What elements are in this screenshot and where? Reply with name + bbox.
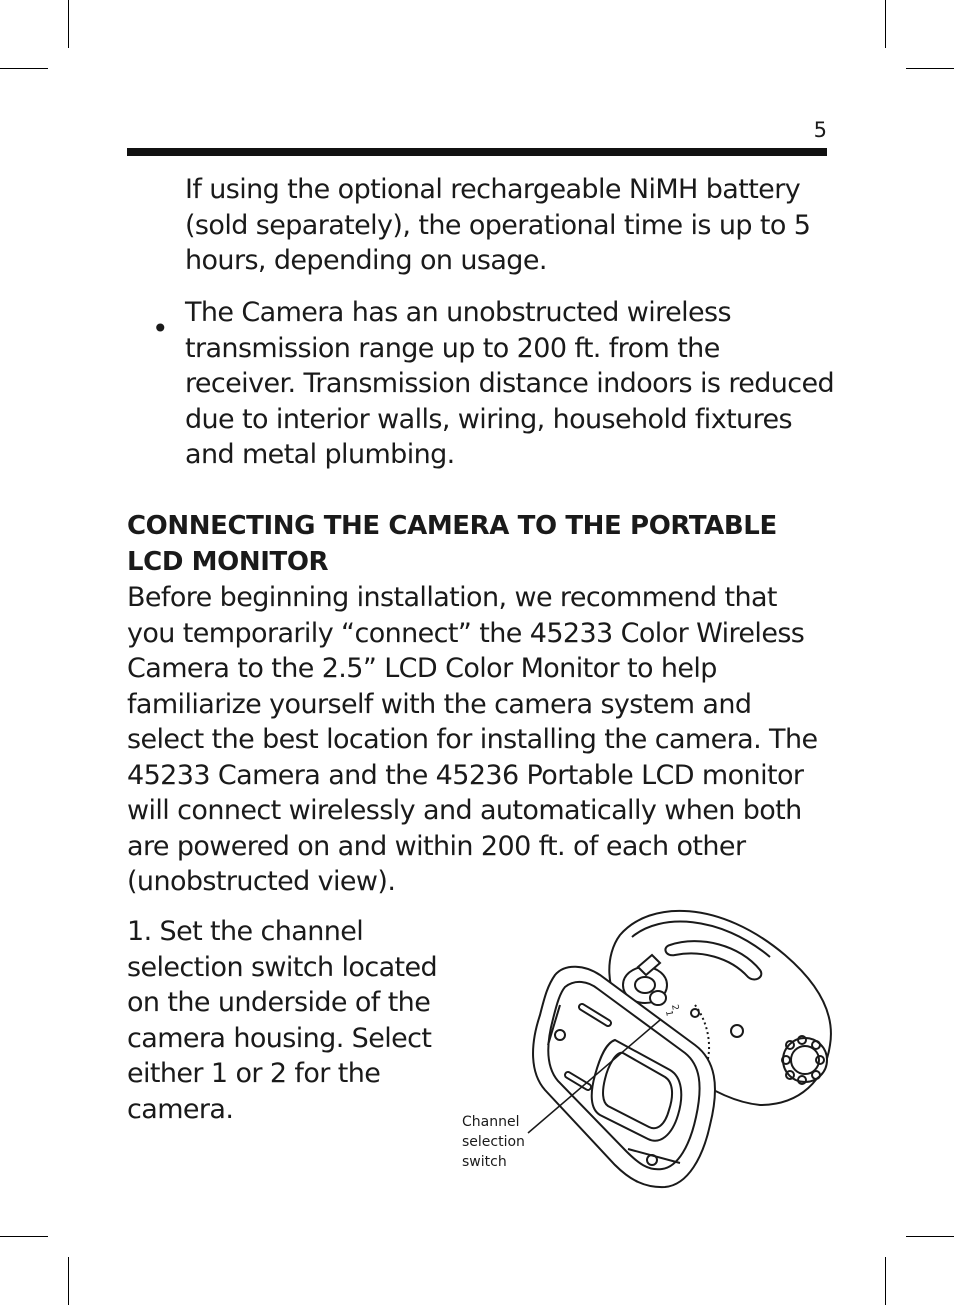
figure-caption: Channel selection switch — [462, 1114, 525, 1170]
crop-mark-top-right-vertical — [885, 0, 886, 48]
switch-label-1: 1 — [663, 1009, 674, 1018]
switch-label-2: 2 — [669, 1003, 680, 1012]
crop-mark-top-left-horizontal — [0, 68, 48, 69]
crop-mark-bottom-right-horizontal — [906, 1236, 954, 1237]
crop-mark-top-right-horizontal — [906, 68, 954, 69]
bullet-marker: • — [152, 312, 169, 345]
crop-mark-top-left-vertical — [68, 0, 69, 48]
crop-mark-bottom-left-vertical — [68, 1257, 69, 1305]
section-body: Before beginning installation, we recommend that you temporarily “connect” the 45233 Color Wireless Camera to the 2.5” LCD Color Monitor to help familiarize yourself with the camera system and select the best location for installing the camera. The 45233 Camera and the 45236 Portable LCD monitor will connect wirelessly and automatically when both are powered on and within 200 ft. of each other (unobstructed view). — [127, 582, 818, 897]
crop-mark-bottom-right-vertical — [885, 1257, 886, 1305]
camera-illustration — [520, 895, 840, 1195]
battery-paragraph: If using the optional rechargeable NiMH battery (sold separately), the operational time is up to 5 hours, depending on usage. — [185, 174, 811, 276]
crop-mark-bottom-left-horizontal — [0, 1236, 48, 1237]
header-rule — [127, 148, 827, 156]
page-number: 5 — [813, 118, 827, 142]
bullet-paragraph: The Camera has an unobstructed wireless transmission range up to 200 ft. from the receiver. Transmission distance indoors is reduced due to interior walls, wiring, household fixtures and metal plumbing. — [185, 297, 835, 470]
step-instruction: 1. Set the channel selection switch located on the underside of the camera housing. Select either 1 or 2 for the camera. — [127, 916, 438, 1125]
section-heading: CONNECTING THE CAMERA TO THE PORTABLE LCD MONITOR — [127, 511, 777, 577]
